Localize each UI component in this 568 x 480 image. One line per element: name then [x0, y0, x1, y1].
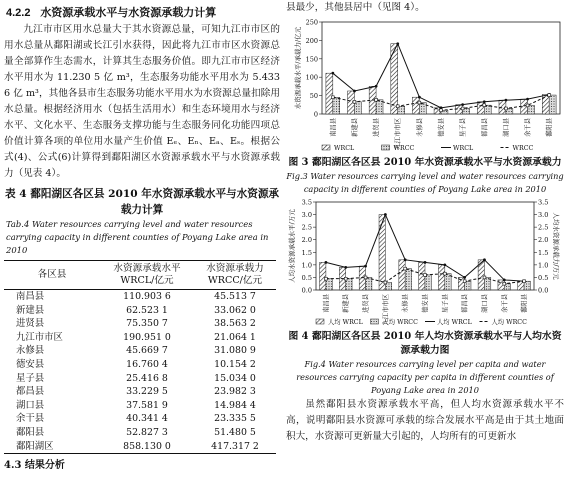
line-point	[483, 276, 486, 279]
legend-swatch	[316, 319, 324, 324]
table-cell: 31.080 9	[214, 345, 256, 357]
legend-label: WRCC	[393, 145, 415, 152]
table-cell: 858.130 0	[100, 440, 194, 454]
x-tick-label: 星子县	[459, 118, 467, 137]
y2-tick-label: 1.5	[538, 248, 549, 257]
y-axis-label: 水资源承载水平/承载力/亿元	[294, 26, 302, 110]
x-tick-label: 南昌县	[329, 118, 337, 137]
x-tick-label: 进贤县	[373, 118, 381, 137]
line-point	[344, 266, 347, 269]
line-point	[384, 281, 387, 284]
table-header-row	[4, 261, 276, 290]
line-point	[526, 98, 529, 101]
x-tick-label: 都昌县	[481, 118, 489, 137]
x-tick-label: 湖口县	[502, 118, 510, 137]
body-paragraph: 九江市市区用水总量大于其水资源总量，可知九江市市区的用水总量从鄱阳湖或长江引水获得，因此将九江市市区水资源总量全部算作生态需水，计算其生态服务价值。即九江市市区经济水平用水为 11.230 5 亿 m³，生态服务功能水平用水为 5.433 6 亿 m³，其他各县市生态服务功能水平用水为水资源总量扣除用水总量。根据经济用水（包括生活用水）和生态环境用水与经济水平、文化水平、生态服务支撑功能与生态服务同化功能四项总价值计算各项的单位用水量产生价值 Eₑ、Eₙ、Eₐ、Eₛ。根据公式(4)、公式(6)计算得到鄱阳湖区水资源承载水平与水资源承载力（见表 4）。	[4, 24, 280, 179]
table-caption-zh: 表 4 鄱阳湖区各区县 2010 年水资源承载水平与水资源承载力计算	[4, 188, 280, 216]
line-point	[418, 101, 421, 104]
next-section-heading: 4.3 结果分析	[4, 460, 65, 472]
table-cell: 33.229 5	[126, 386, 168, 398]
y-tick-label: 150	[305, 55, 318, 64]
legend-label: WRCL	[453, 145, 474, 152]
x-tick-label: 余干县	[524, 118, 532, 137]
table-row	[4, 426, 276, 440]
table-cell: 25.416 8	[126, 372, 168, 384]
figure-3-chart	[286, 16, 564, 156]
legend-label: 人均 WRCL	[437, 319, 472, 326]
data-table	[4, 260, 276, 454]
y-tick-label: 0.5	[301, 273, 312, 282]
table-cell: 45.513 7	[214, 291, 256, 302]
line-point	[548, 94, 551, 97]
line-point	[325, 277, 328, 280]
line-point	[353, 100, 356, 103]
figure-4-caption-zh: 图 4 鄱阳湖区各区县 2010 年人均水资源承载水平与人均水资源承载力图	[288, 331, 562, 356]
table-cell: 21.064 1	[214, 331, 256, 343]
table-cell: 110.903 6	[123, 291, 171, 302]
line-point	[375, 85, 378, 88]
table-cell: 鄱阳湖区	[4, 440, 100, 454]
table-cell: 星子县	[16, 372, 45, 384]
line-point	[461, 107, 464, 110]
table-cell: 75.350 7	[126, 318, 168, 330]
table-row	[4, 372, 276, 386]
line-point	[443, 272, 446, 275]
table-cell: 新建县	[16, 304, 45, 316]
line-wrcl	[333, 44, 549, 108]
table-cell: 湖口县	[16, 399, 45, 411]
table-cell: 都昌县	[16, 386, 45, 398]
legend-swatch	[322, 145, 330, 150]
legend-label: 人均 WRCC	[491, 319, 527, 326]
line-point	[483, 100, 486, 103]
figure-3-caption-zh: 图 3 鄱阳湖区各区县 2010 年水资源承载水平与水资源承载力	[288, 157, 562, 168]
table-row	[4, 317, 276, 331]
table-cell: 鄱阳县	[16, 426, 45, 438]
right-column	[286, 0, 564, 445]
y-tick-label: 50	[309, 92, 318, 101]
table-cell: 进贤县	[16, 318, 45, 330]
table-cell: 52.827 3	[126, 426, 168, 438]
x-tick-label: 德安县	[438, 118, 445, 137]
line-point	[463, 276, 466, 279]
table-row	[4, 385, 276, 399]
left-column	[4, 0, 280, 471]
line-point	[483, 258, 486, 261]
line-point	[325, 261, 328, 264]
line-point	[396, 42, 399, 45]
legend-label: 人均 WRCL	[328, 319, 363, 326]
y-tick-label: 100	[305, 73, 318, 82]
table-cell: 南昌县	[16, 291, 45, 302]
bar-wrcc	[549, 95, 556, 114]
x-tick-label: 九江市市区	[382, 294, 390, 326]
bar-人均-wrcc	[405, 269, 411, 290]
line-point	[418, 96, 421, 99]
line-point	[461, 103, 464, 106]
y2-tick-label: 0.5	[538, 273, 549, 282]
bar-人均-wrcl	[438, 265, 444, 290]
line-point	[364, 265, 367, 268]
line-point	[443, 263, 446, 266]
y-tick-label: 2.0	[301, 236, 312, 245]
line-point	[331, 96, 334, 99]
line-point	[440, 109, 443, 112]
table-cell: 永修县	[16, 345, 45, 357]
table-row	[4, 331, 276, 345]
y2-tick-label: 3.5	[538, 198, 549, 207]
line-point	[404, 267, 407, 270]
table-cell: 38.563 2	[214, 318, 256, 330]
y2-tick-label: 1.0	[538, 261, 549, 270]
top-text: 县最少，其他县居中（见图 4）。	[286, 2, 425, 13]
table-cell: 40.341 4	[126, 413, 168, 425]
x-tick-label: 德安县	[422, 294, 429, 313]
y2-axis-label: 人均水资源承载力/万元	[552, 212, 560, 280]
line-point	[503, 282, 506, 285]
y-tick-label: 3.0	[301, 211, 312, 220]
figure-3-caption-en: Fig.3 Water resources carrying level and water resources carrying capacity in different counties of Poyang Lake area in 2010	[286, 171, 564, 194]
table-row	[4, 358, 276, 372]
section-heading	[6, 4, 280, 20]
line-point	[424, 274, 427, 277]
table-cell: 德安县	[16, 358, 45, 370]
table-cell: 190.951 0	[123, 331, 171, 343]
table-cell: 62.523 1	[126, 304, 168, 316]
bar-wrcc	[333, 97, 340, 114]
line-point	[364, 276, 367, 279]
legend-label: 人均 WRCC	[382, 319, 418, 326]
figure-4-caption-en: Fig.4 Water resources carrying level per capita and water resources carrying capacity per capita in different counties of Poyang Lake area in 2010	[296, 359, 554, 395]
y2-tick-label: 2.5	[538, 223, 549, 232]
table-row	[4, 344, 276, 358]
table-header-cell: 各区县	[4, 261, 100, 290]
table-cell: 14.984 4	[214, 399, 256, 411]
bar-人均-wrcc	[425, 275, 431, 290]
table-cell: 37.581 9	[126, 399, 168, 411]
bottom-paragraph: 虽然鄱阳县水资源承载水平高，但人均水资源承载水平不高，说明鄱阳县水资源可承载的综合发展水平高是由于其土地面积大，水资源可更新量大引起的，人均所有的可更新水	[286, 399, 564, 442]
table-row	[4, 304, 276, 318]
line-point	[503, 279, 506, 282]
y-tick-label: 0	[313, 110, 318, 119]
bar-人均-wrcl	[399, 260, 405, 290]
table-caption-en: Tab.4 Water resources carrying level and water resources carrying capacity in different counties of Poyang Lake area in 2010	[6, 219, 269, 255]
line-point	[526, 104, 529, 107]
table-cell: 33.062 0	[214, 304, 256, 316]
table-cell: 23.335 5	[214, 413, 256, 425]
table-row	[4, 412, 276, 426]
y2-tick-label: 2.0	[538, 236, 549, 245]
table-row	[4, 399, 276, 413]
x-tick-label: 永修县	[402, 294, 410, 313]
bar-wrcl	[412, 97, 419, 114]
table-cell: 45.669 7	[126, 345, 168, 357]
x-tick-label: 鄱阳县	[546, 118, 554, 137]
table-header-cell: 水资源承载力 WRCC/亿元	[194, 261, 276, 290]
table-cell: 15.034 0	[214, 372, 256, 384]
y-tick-label: 3.5	[301, 198, 312, 207]
x-tick-label: 星子县	[441, 294, 449, 313]
line-point	[523, 280, 526, 283]
x-tick-label: 进贤县	[362, 294, 370, 313]
line-point	[424, 261, 427, 264]
line-point	[483, 104, 486, 107]
table-cell: 16.760 4	[126, 358, 168, 370]
x-tick-label: 鄱阳县	[521, 294, 529, 313]
legend-label: WRCL	[334, 145, 355, 152]
table-cell: 余干县	[16, 413, 45, 425]
y-tick-label: 0.0	[301, 286, 312, 295]
line-point	[463, 280, 466, 283]
y-tick-label: 1.0	[301, 261, 312, 270]
table-body	[4, 290, 276, 454]
bar-人均-wrcl	[379, 215, 385, 290]
line-point	[505, 107, 508, 110]
bar-wrcc	[354, 102, 361, 114]
line-point	[384, 213, 387, 216]
x-tick-label: 都昌县	[461, 294, 469, 313]
table-cell: 10.154 2	[214, 358, 256, 370]
bar-人均-wrcc	[366, 277, 372, 290]
table-cell: 51.480 5	[214, 426, 256, 438]
y2-tick-label: 3.0	[538, 211, 549, 220]
line-point	[353, 90, 356, 93]
line-point	[331, 72, 334, 75]
x-tick-label: 新建县	[351, 118, 359, 137]
legend-swatch	[371, 319, 379, 324]
line-point	[505, 99, 508, 102]
legend-swatch	[382, 145, 390, 150]
table-cell: 23.982 3	[214, 386, 256, 398]
legend-label: WRCC	[512, 145, 534, 152]
x-tick-label: 南昌县	[322, 294, 330, 313]
line-point	[344, 277, 347, 280]
x-tick-label: 余干县	[501, 294, 509, 313]
table-row	[4, 290, 276, 304]
x-tick-label: 永修县	[416, 118, 424, 137]
section-number: 4.2.2	[6, 7, 31, 19]
figure-4-chart	[286, 196, 564, 330]
y2-tick-label: 0.0	[538, 286, 549, 295]
y-tick-label: 1.5	[301, 248, 312, 257]
bar-wrcl	[326, 73, 333, 114]
x-tick-label: 湖口县	[481, 294, 489, 313]
line-point	[375, 98, 378, 101]
y-axis-label: 人均水资源承载水平/万元	[288, 209, 296, 283]
x-tick-label: 九江市市区	[394, 118, 402, 150]
y-tick-label: 200	[305, 36, 318, 45]
section-title: 水资源承载水平与水资源承载力计算	[40, 6, 217, 19]
x-tick-label: 新建县	[342, 294, 350, 313]
table-row	[4, 440, 276, 454]
y-tick-label: 250	[305, 18, 318, 27]
y-tick-label: 2.5	[301, 223, 312, 232]
line-point	[396, 105, 399, 108]
table-cell: 九江市市区	[16, 331, 63, 343]
line-point	[404, 258, 407, 261]
table-cell: 417.317 2	[194, 440, 276, 454]
table-header-cell: 水资源承载水平 WRCL/亿元	[100, 261, 194, 290]
bar-人均-wrcl	[320, 262, 326, 290]
